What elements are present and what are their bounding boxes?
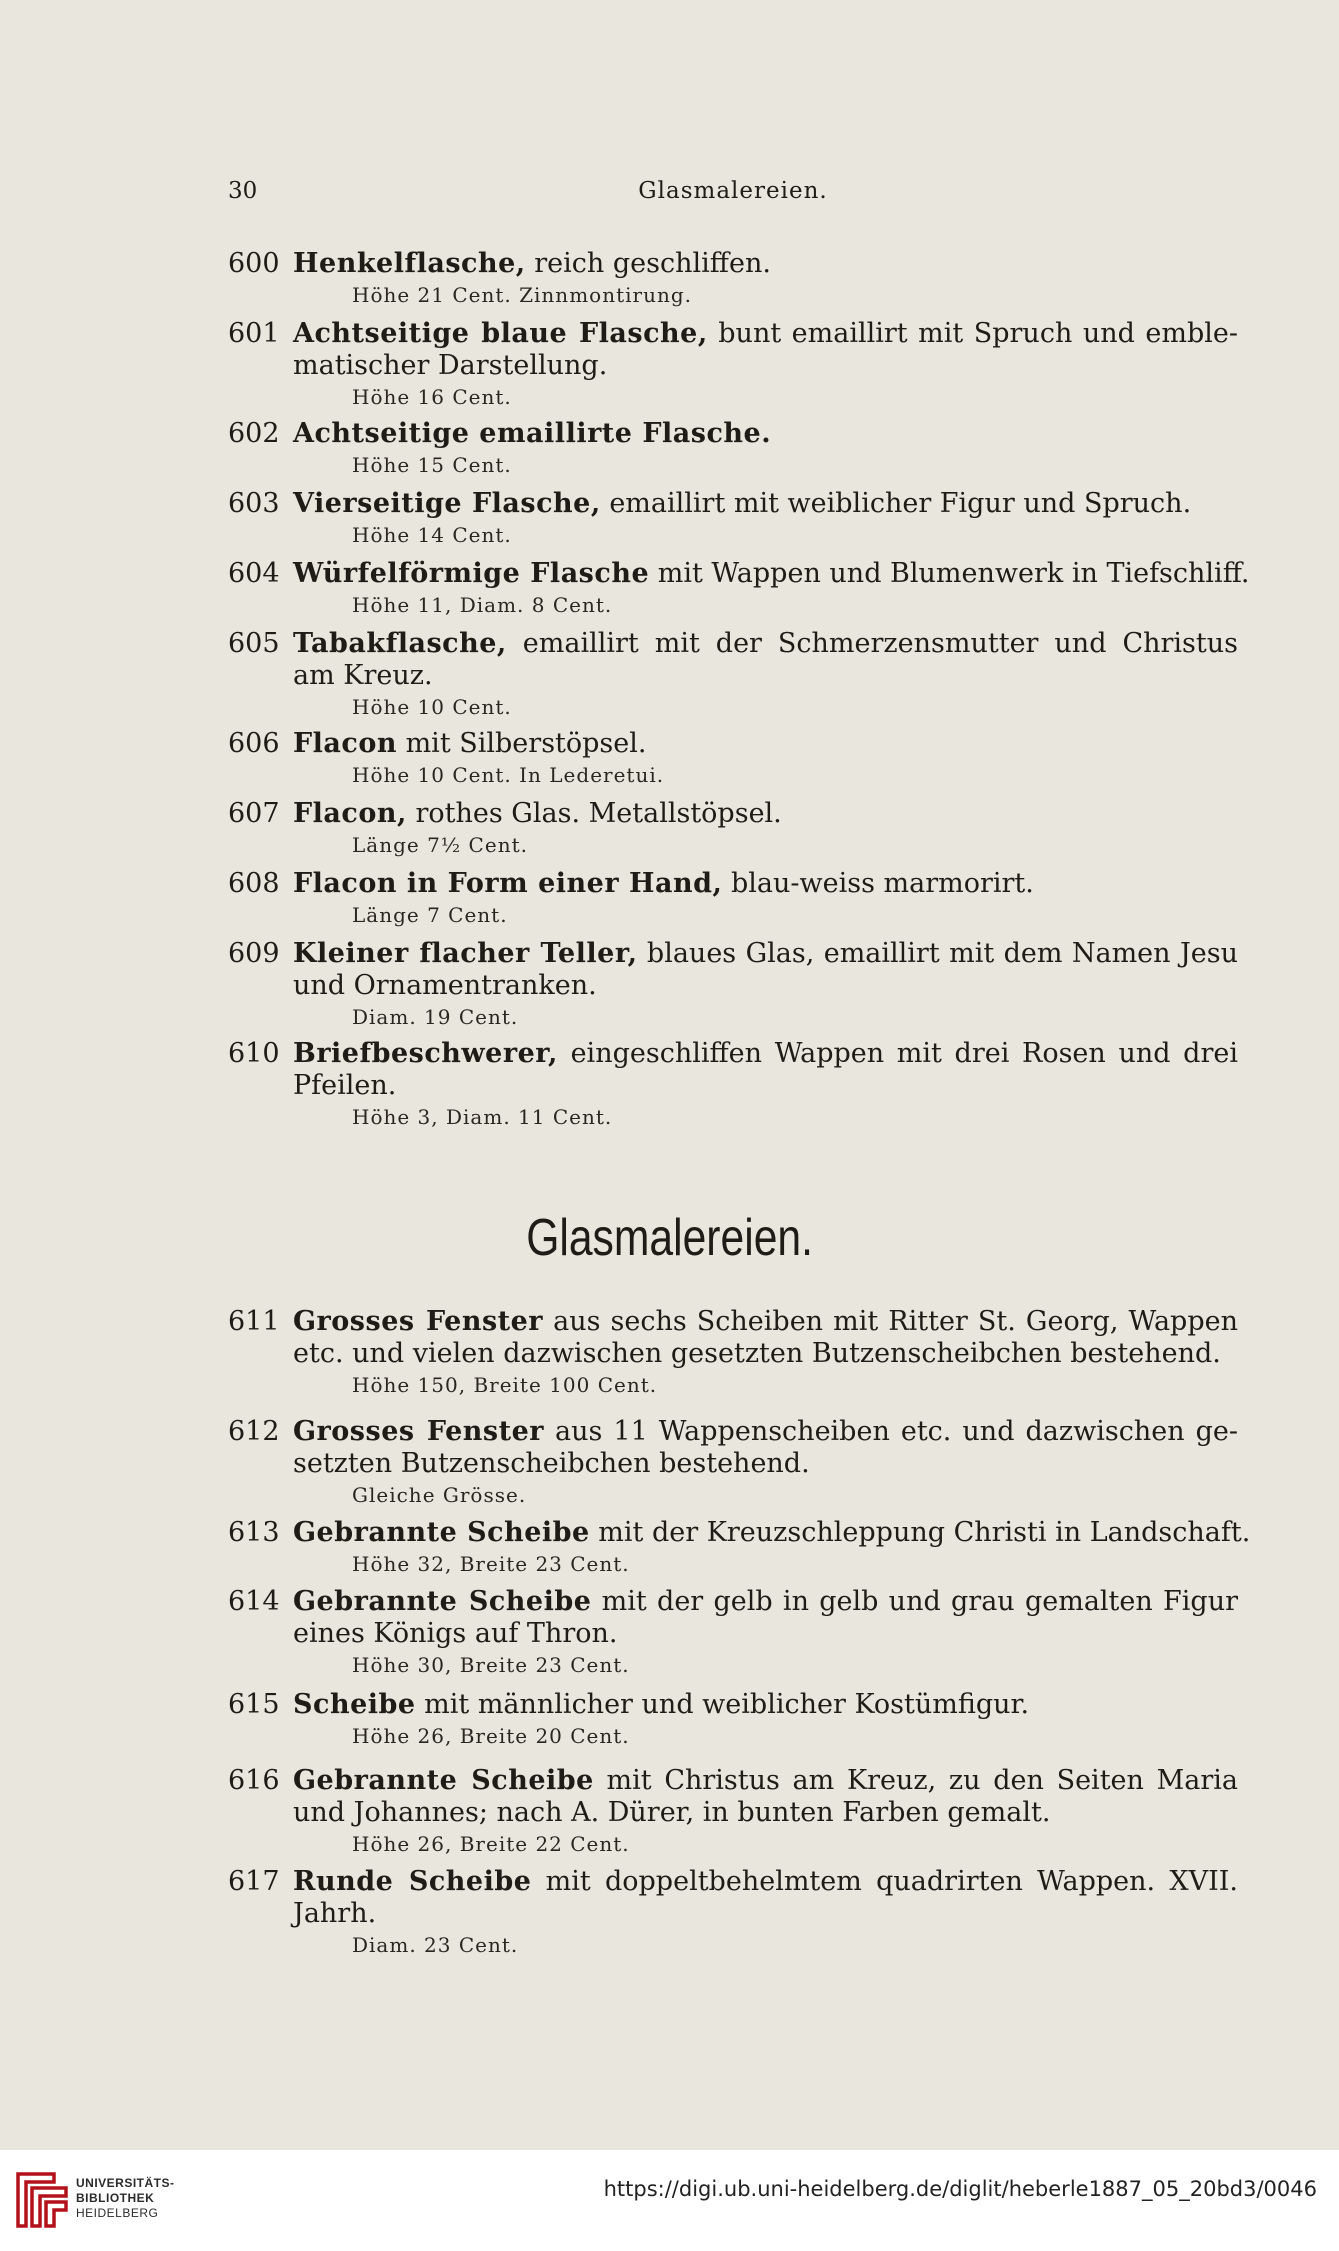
entry-description: mit der gelb in gelb und grau gemalten Figur [591, 1586, 1238, 1617]
catalog-entry [228, 728, 1238, 790]
entry-description: reich geschliffen. [525, 248, 771, 279]
page-number: 30 [228, 178, 258, 204]
entry-title: Runde Scheibe [293, 1866, 532, 1897]
entry-description: mit Silberstöpsel. [397, 728, 647, 759]
catalog-entry [228, 1765, 1238, 1859]
entry-number: 613 [228, 1517, 280, 1548]
entry-number: 604 [228, 558, 280, 589]
entry-number: 615 [228, 1689, 280, 1720]
entry-number: 608 [228, 868, 280, 899]
entry-title: Würfelförmige Flasche [293, 558, 650, 589]
entry-dimensions: Höhe 15 Cent. [352, 453, 512, 477]
entry-dimensions: Diam. 23 Cent. [352, 1933, 519, 1957]
logo-line: BIBLIOTHEK [76, 2191, 155, 2205]
entry-dimensions: Gleiche Grösse. [352, 1483, 527, 1507]
entry-title: Vierseitige Flasche, [293, 488, 601, 519]
entry-dimensions: Höhe 21 Cent. Zinnmontirung. [352, 283, 692, 307]
entry-description-continued: und Johannes; nach A. Dürer, in bunten Farben gemalt. [293, 1797, 1051, 1828]
entry-description: bunt emaillirt mit Spruch und emble- [707, 318, 1238, 349]
section-heading: Glasmalereien. [526, 1209, 813, 1267]
entry-number: 607 [228, 798, 280, 829]
entry-number: 603 [228, 488, 280, 519]
catalog-entry [228, 1689, 1238, 1751]
entry-dimensions: Höhe 14 Cent. [352, 523, 512, 547]
entry-description: mit doppeltbehelmtem quadrirten Wappen. XVII. [531, 1866, 1238, 1897]
entry-title: Flacon [293, 728, 397, 759]
entry-number: 609 [228, 938, 280, 969]
entry-dimensions: Länge 7½ Cent. [352, 833, 528, 857]
catalog-entry [228, 868, 1238, 930]
entry-description: mit männlicher und weiblicher Kostümfigur. [415, 1689, 1030, 1720]
entry-description: eingeschliffen Wappen mit drei Rosen und drei [557, 1038, 1238, 1069]
entry-title: Flacon, [293, 798, 407, 829]
entry-title: Achtseitige emaillirte Flasche. [293, 418, 772, 449]
entry-description: mit Wappen und Blumenwerk in Tiefschliff. [649, 558, 1250, 589]
entry-description: aus sechs Scheiben mit Ritter St. Georg, Wappen [543, 1306, 1238, 1337]
catalog-entry [228, 1416, 1238, 1510]
entry-dimensions: Höhe 10 Cent. In Lederetui. [352, 763, 665, 787]
entry-number: 605 [228, 628, 280, 659]
entry-dimensions: Höhe 26, Breite 20 Cent. [352, 1724, 630, 1748]
entry-dimensions: Länge 7 Cent. [352, 903, 508, 927]
entry-title: Achtseitige blaue Flasche, [293, 318, 708, 349]
catalog-entry [228, 798, 1238, 860]
entry-description: blau-weiss marmorirt. [722, 868, 1034, 899]
catalog-entry [228, 1517, 1251, 1579]
entry-number: 610 [228, 1038, 280, 1069]
entry-description-continued: Pfeilen. [293, 1070, 397, 1101]
entry-description-continued: eines Königs auf Thron. [293, 1618, 618, 1649]
entry-title: Gebrannte Scheibe [293, 1586, 592, 1617]
entry-description: mit Christus am Kreuz, zu den Seiten Maria [593, 1765, 1238, 1796]
catalog-entry [228, 318, 1238, 412]
entry-title: Briefbeschwerer, [293, 1038, 558, 1069]
entry-description: rothes Glas. Metallstöpsel. [406, 798, 782, 829]
entry-description: aus 11 Wappenscheiben etc. und dazwischen ge- [544, 1416, 1238, 1447]
entry-title: Scheibe [293, 1689, 416, 1720]
entry-title: Gebrannte Scheibe [293, 1765, 594, 1796]
entry-description-continued: etc. und vielen dazwischen gesetzten Butzenscheibchen bestehend. [293, 1338, 1221, 1369]
catalog-entry [228, 938, 1238, 1032]
entry-number: 606 [228, 728, 280, 759]
entry-number: 612 [228, 1416, 280, 1447]
logo-line: UNIVERSITÄTS- [76, 2176, 175, 2190]
entry-description-continued: am Kreuz. [293, 660, 433, 691]
entry-dimensions: Höhe 26, Breite 22 Cent. [352, 1832, 630, 1856]
catalog-entry [228, 488, 1238, 550]
entry-title: Gebrannte Scheibe [293, 1517, 590, 1548]
entry-dimensions: Höhe 150, Breite 100 Cent. [352, 1373, 658, 1397]
catalog-entry [228, 1586, 1238, 1680]
page-header [228, 178, 1238, 218]
entry-description-continued: und Ornamentranken. [293, 970, 597, 1001]
catalog-entry [228, 1306, 1238, 1400]
entry-description-continued: setzten Butzenscheibchen bestehend. [293, 1448, 810, 1479]
entry-dimensions: Diam. 19 Cent. [352, 1005, 519, 1029]
entry-number: 614 [228, 1586, 280, 1617]
entry-description: emaillirt mit weiblicher Figur und Spruch. [600, 488, 1192, 519]
entry-title: Grosses Fenster [293, 1416, 544, 1447]
entry-number: 611 [228, 1306, 280, 1337]
entry-dimensions: Höhe 11, Diam. 8 Cent. [352, 593, 613, 617]
running-title: Glasmalereien. [638, 178, 828, 204]
entry-number: 616 [228, 1765, 280, 1796]
entry-description-continued: matischer Darstellung. [293, 350, 608, 381]
entry-title: Kleiner flacher Teller, [293, 938, 638, 969]
entry-description-continued: Jahrh. [293, 1898, 377, 1929]
logo-line: HEIDELBERG [76, 2206, 159, 2220]
entry-title: Flacon in Form einer Hand, [293, 868, 723, 899]
catalog-entry [228, 628, 1238, 722]
entry-number: 602 [228, 418, 280, 449]
entry-dimensions: Höhe 30, Breite 23 Cent. [352, 1653, 630, 1677]
entry-description: blaues Glas, emaillirt mit dem Namen Jesu [637, 938, 1239, 969]
catalog-entry [228, 248, 1238, 310]
entry-number: 601 [228, 318, 280, 349]
entry-dimensions: Höhe 16 Cent. [352, 385, 512, 409]
entry-title: Grosses Fenster [293, 1306, 544, 1337]
entry-dimensions: Höhe 32, Breite 23 Cent. [352, 1552, 630, 1576]
catalog-entry [228, 558, 1250, 620]
entry-dimensions: Höhe 10 Cent. [352, 695, 512, 719]
catalog-entry [228, 1866, 1238, 1960]
entry-title: Henkelflasche, [293, 248, 526, 279]
entry-dimensions: Höhe 3, Diam. 11 Cent. [352, 1105, 613, 1129]
catalog-entry [228, 1038, 1238, 1132]
library-logo-text [76, 2176, 175, 2221]
catalog-entry [228, 418, 1238, 480]
entry-title: Tabakflasche, [293, 628, 507, 659]
entry-description: emaillirt mit der Schmerzensmutter und Christus [506, 628, 1238, 659]
source-url-link[interactable]: https://digi.ub.uni-heidelberg.de/diglit/heberle1887_05_20bd3/0046 [603, 2177, 1317, 2201]
entry-description: mit der Kreuzschleppung Christi in Landschaft. [589, 1517, 1251, 1548]
library-logo-icon [14, 2168, 70, 2232]
entry-number: 617 [228, 1866, 280, 1897]
entry-number: 600 [228, 248, 280, 279]
